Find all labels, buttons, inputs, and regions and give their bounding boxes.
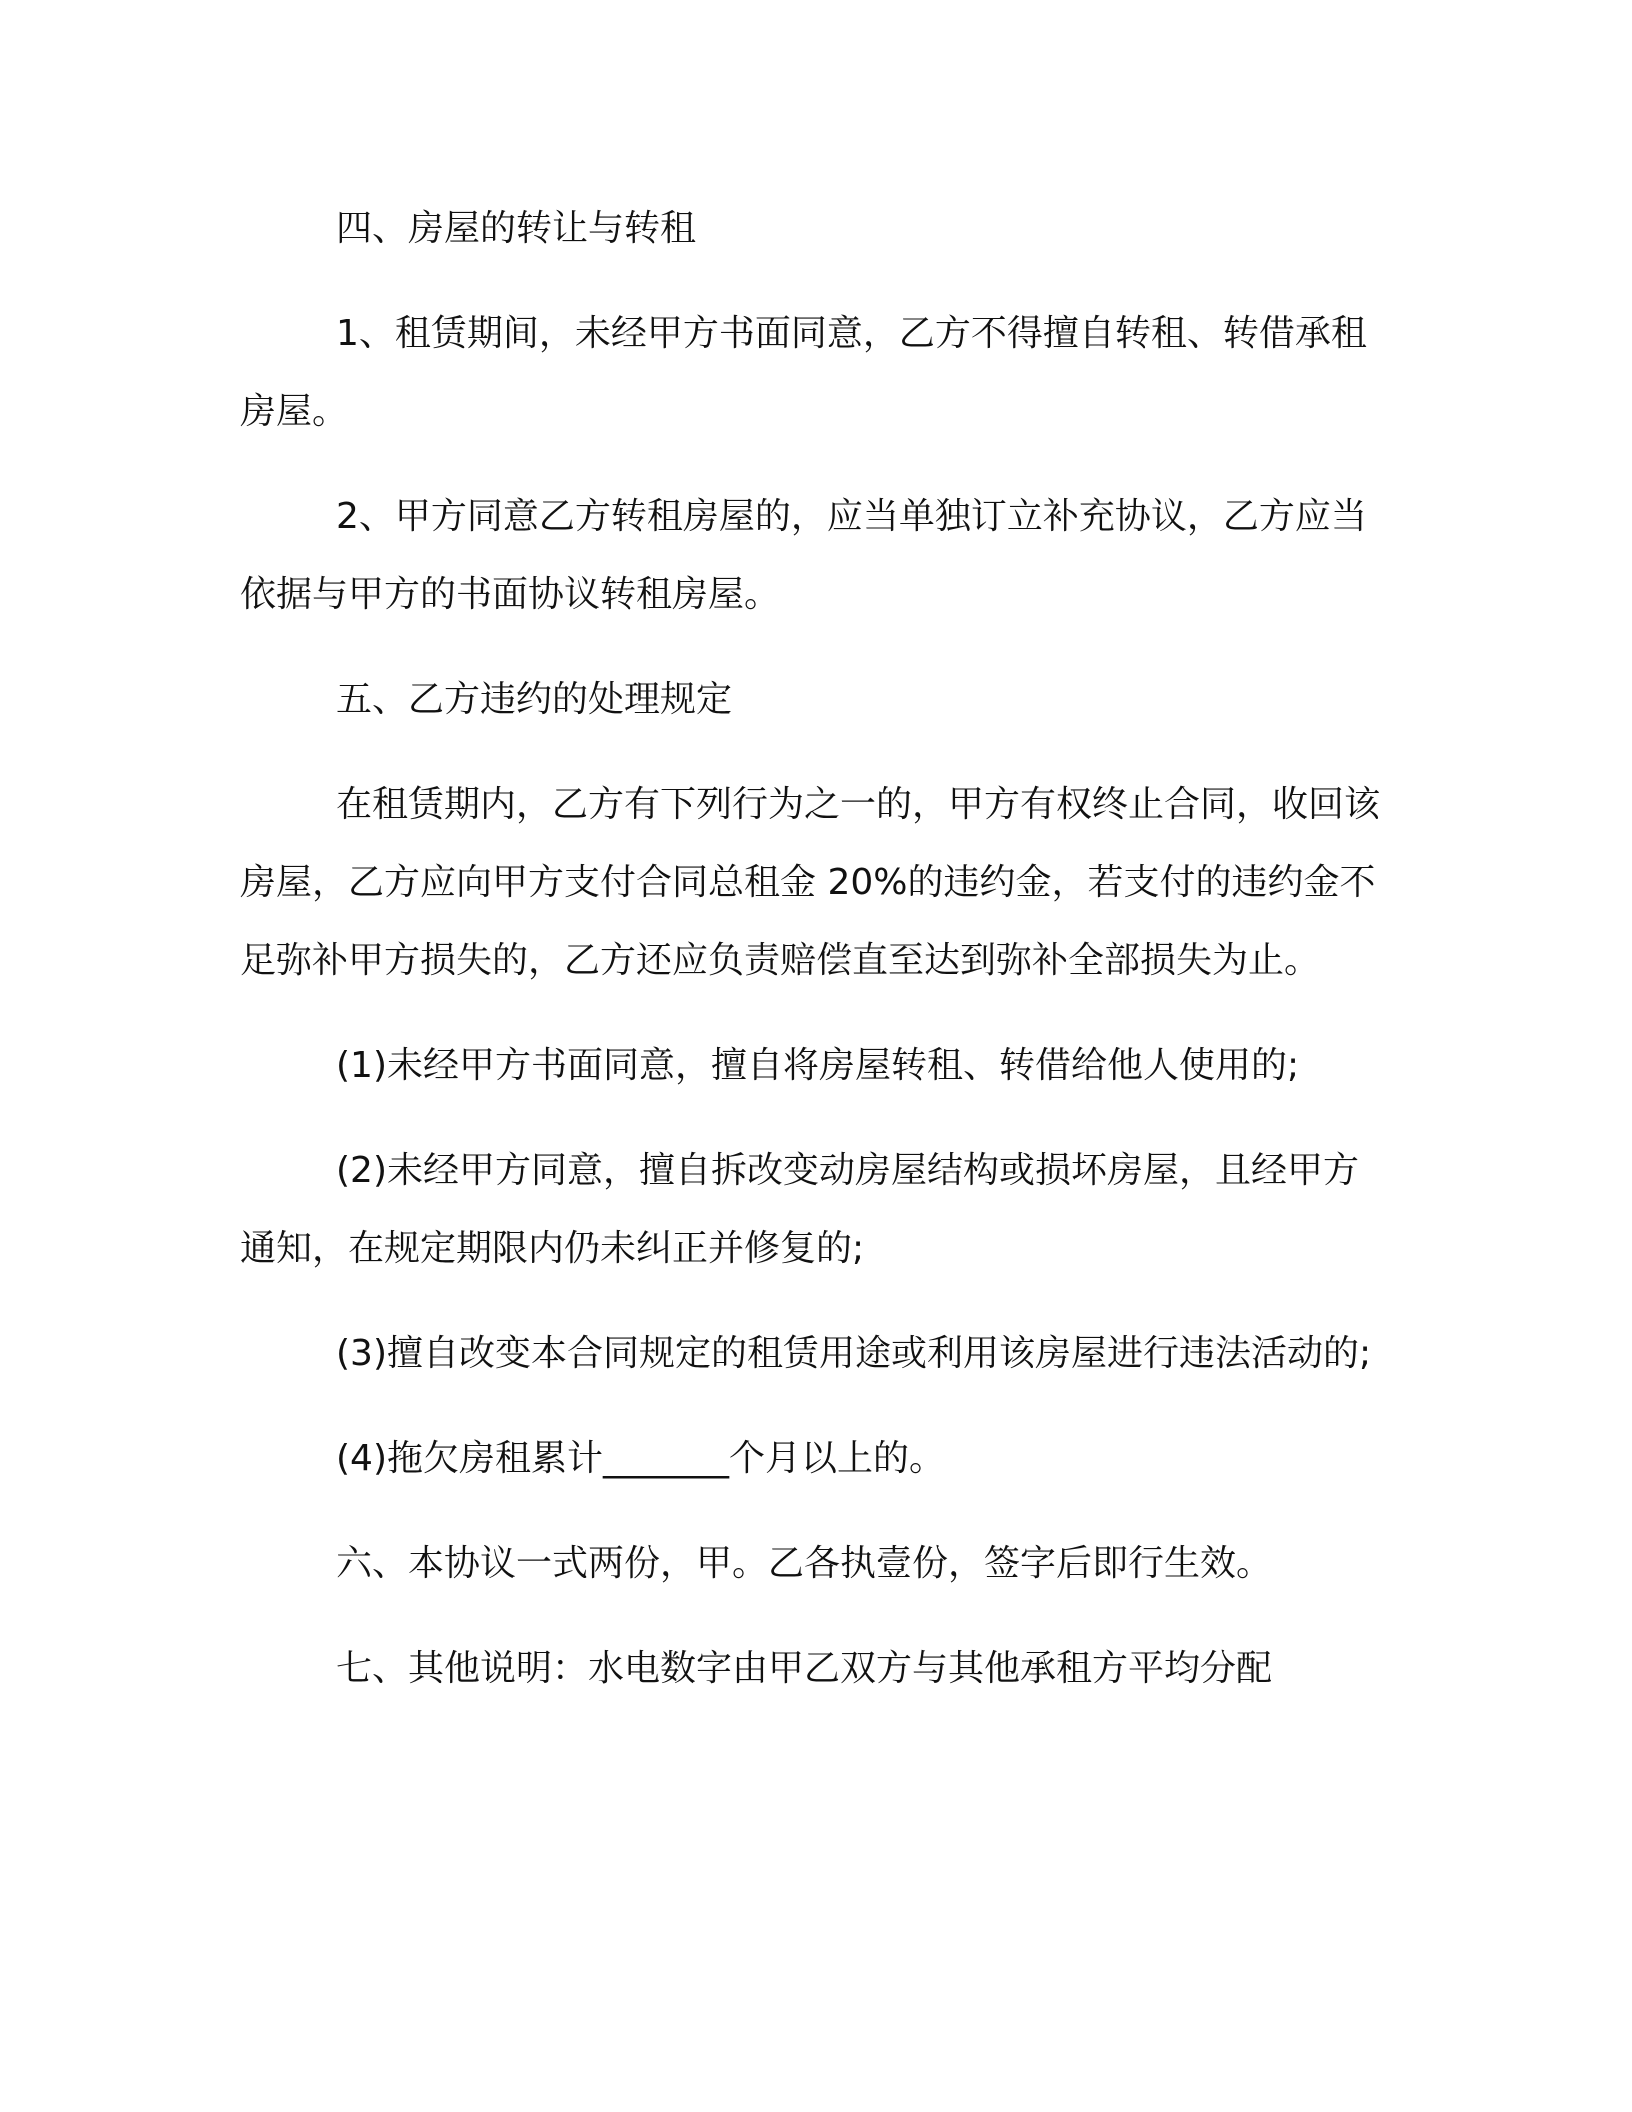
breach-item-4: (4)拖欠房租累计_______个月以上的。 — [336, 1438, 945, 1479]
section-heading-transfer-sublease: 四、房屋的转让与转租 — [336, 208, 697, 249]
section-other-notes: 七、其他说明：水电数字由甲乙双方与其他承租方平均分配 — [336, 1648, 1273, 1689]
document-body — [240, 190, 1390, 1735]
clause-sublease-supplementary-agreement: 2、甲方同意乙方转租房屋的，应当单独订立补充协议，乙方应当依据与甲方的书面协议转租房屋。 — [240, 496, 1367, 615]
breach-item-2: (2)未经甲方同意，擅自拆改变动房屋结构或损坏房屋，且经甲方通知，在规定期限内仍未纠正并修复的; — [240, 1150, 1359, 1269]
section-copies-effective: 六、本协议一式两份，甲。乙各执壹份，签字后即行生效。 — [336, 1543, 1273, 1584]
section-heading-breach-handling: 五、乙方违约的处理规定 — [336, 679, 733, 720]
clause-no-sublease-without-consent: 1、租赁期间，未经甲方书面同意，乙方不得擅自转租、转借承租房屋。 — [240, 313, 1367, 432]
clause-breach-penalty: 在租赁期内，乙方有下列行为之一的，甲方有权终止合同，收回该房屋，乙方应向甲方支付合同总租金 20%的违约金，若支付的违约金不足弥补甲方损失的，乙方还应负责赔偿直至达到弥补全部损失为止。 — [240, 784, 1381, 981]
breach-item-1: (1)未经甲方书面同意，擅自将房屋转租、转借给他人使用的; — [336, 1045, 1300, 1086]
breach-item-3: (3)擅自改变本合同规定的租赁用途或利用该房屋进行违法活动的; — [336, 1333, 1372, 1374]
